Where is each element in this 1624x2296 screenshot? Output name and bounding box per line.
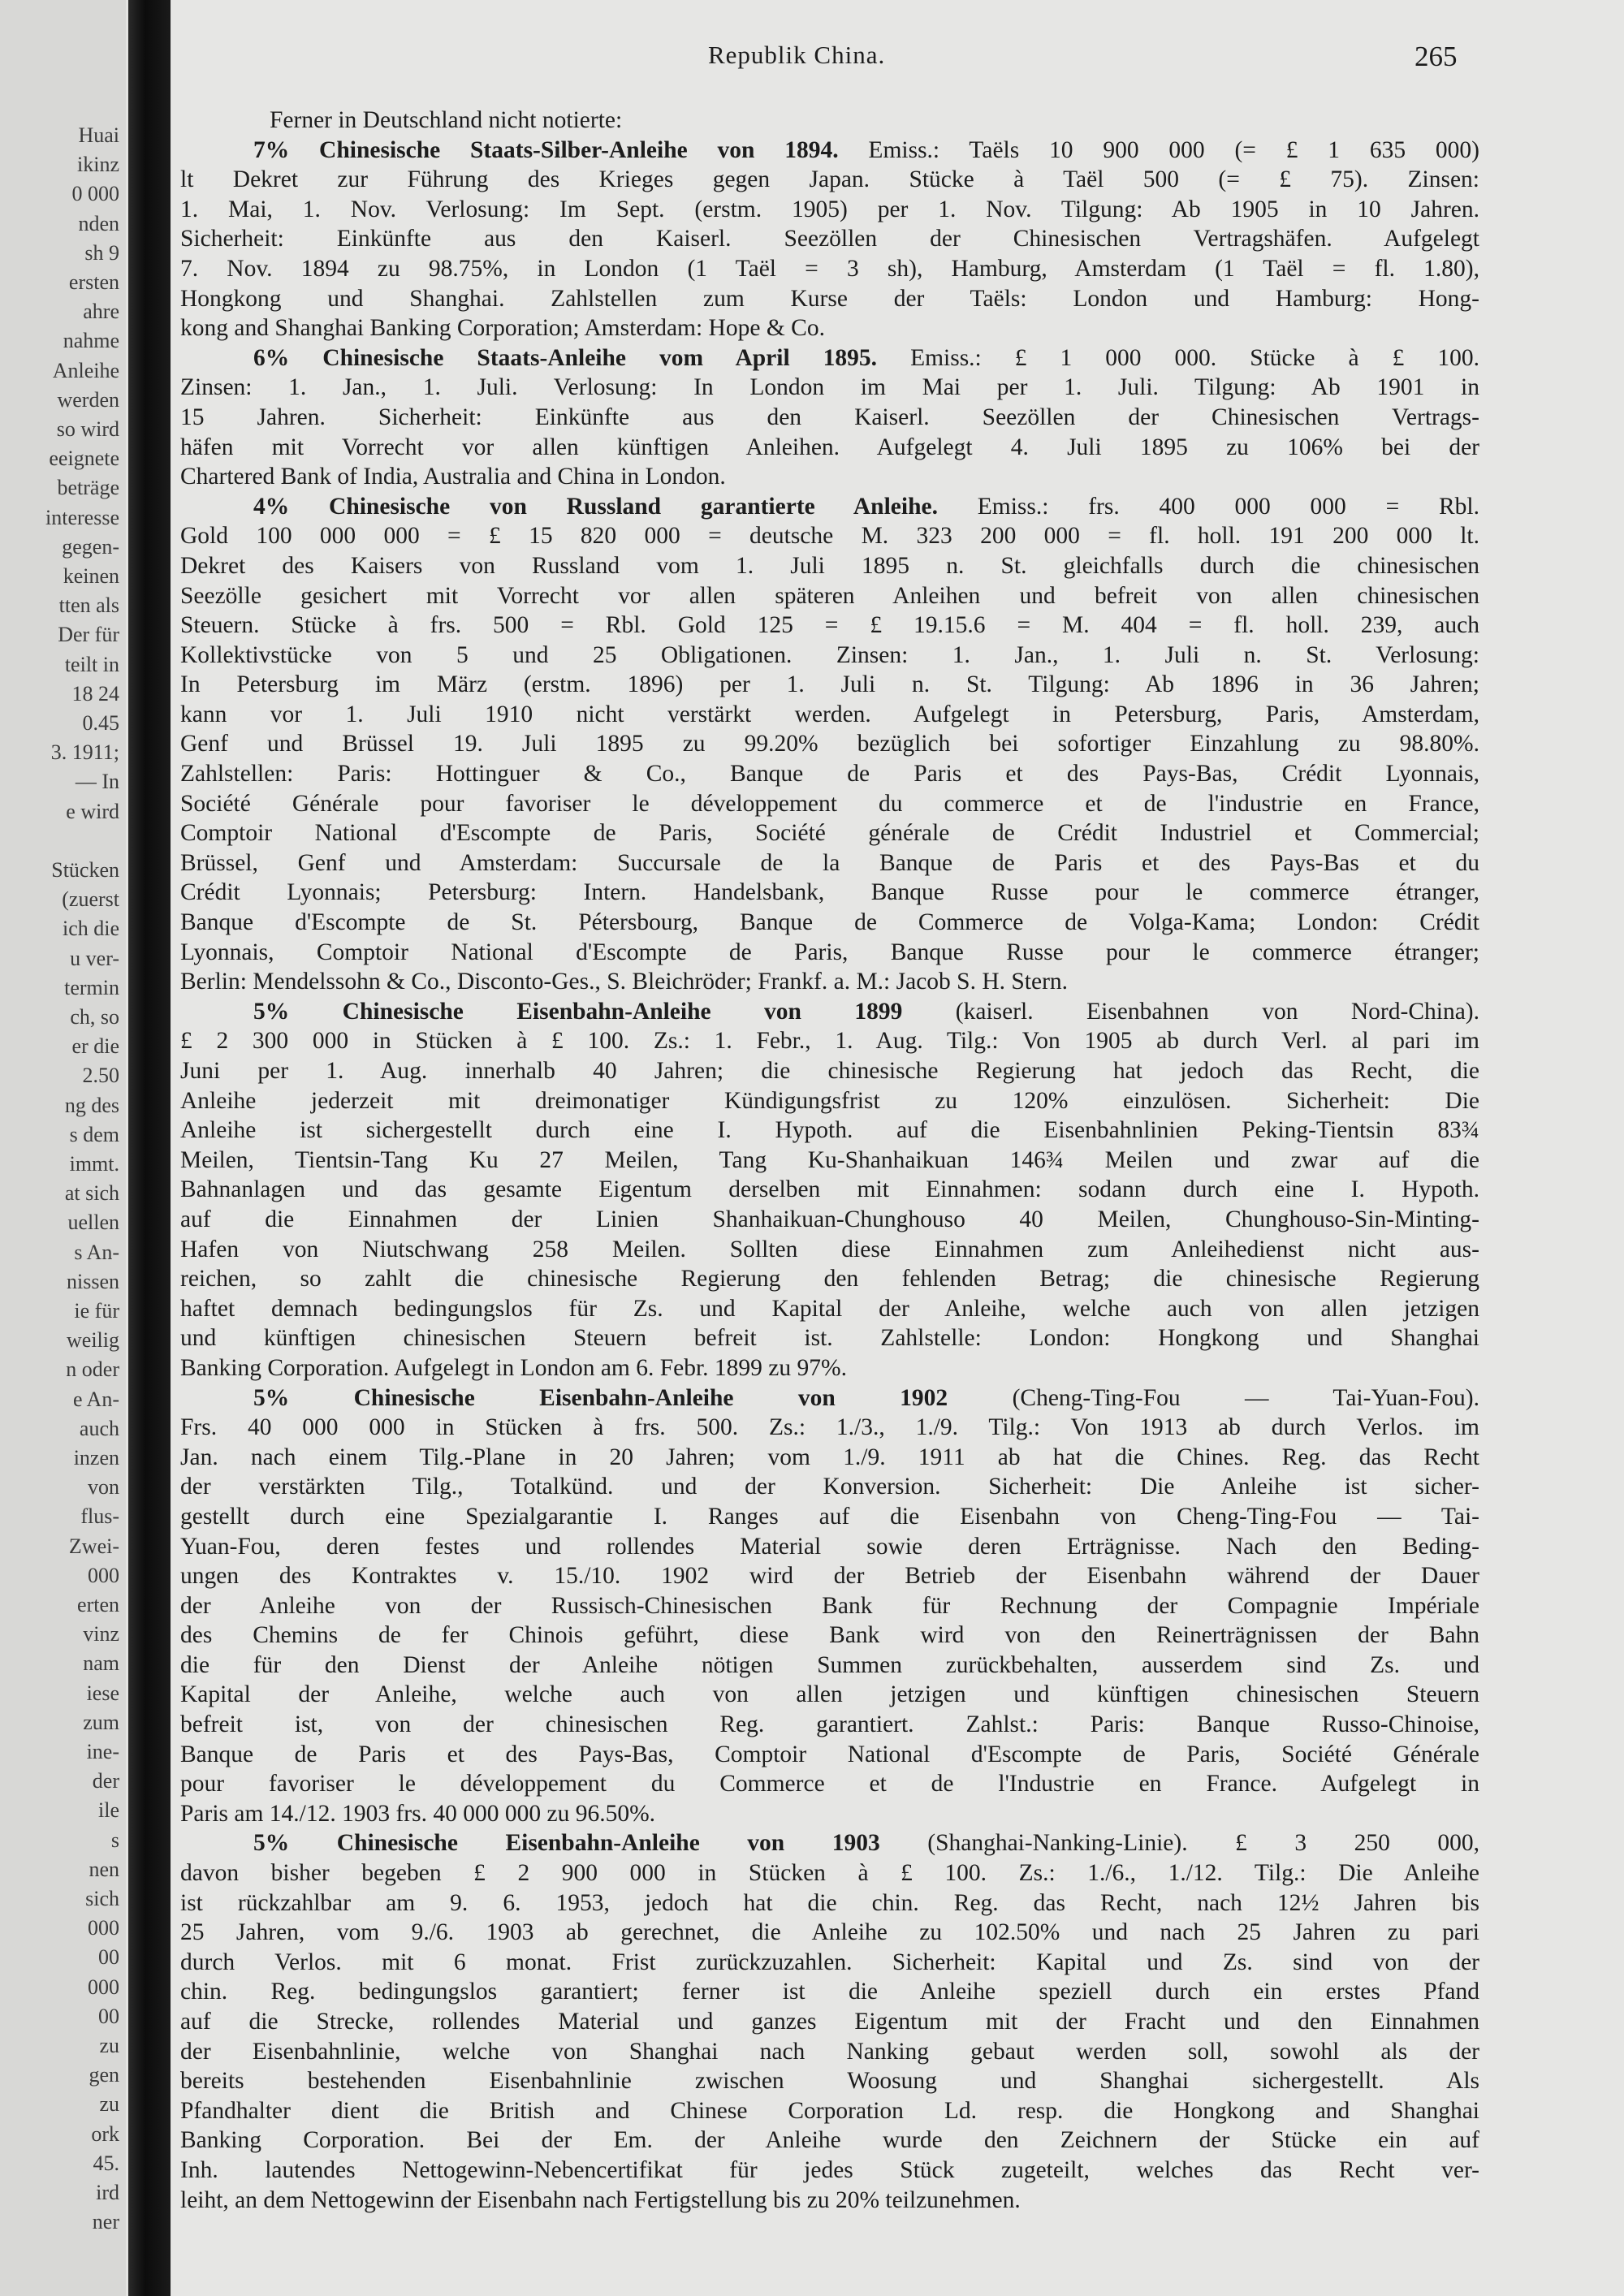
previous-page-fragment: ie für	[74, 1299, 119, 1323]
previous-page-fragment: der	[92, 1769, 119, 1793]
page-body	[180, 106, 1479, 2215]
entry-text-line: Kapital der Anleihe, welche auch von allen jetzigen und künftigen chinesischen Steuern	[180, 1681, 1479, 1708]
previous-page-fragment: Huai	[78, 123, 119, 147]
entry-text-line: Bahnanlagen und das gesamte Eigentum derselben mit Einnahmen: sodann durch eine I. Hypoth.	[180, 1176, 1479, 1203]
entry-text: Emiss.: £ 1 000 000. Stücke à £ 100.	[910, 344, 1479, 371]
running-title: Republik China.	[708, 41, 886, 69]
previous-page-fragment: tten als	[58, 593, 119, 618]
entry-first-line	[180, 1828, 1479, 1858]
entry-text-line: 15 Jahren. Sicherheit: Einkünfte aus den Kaiserl. Seezöllen der Chinesischen Vertrags-	[180, 404, 1479, 430]
previous-page-fragment: ird	[96, 2181, 119, 2204]
previous-page-fragment: nissen	[67, 1269, 119, 1293]
page	[172, 0, 1624, 2296]
previous-page-fragment: s An-	[74, 1240, 119, 1264]
entry-text-line: durch Verlos. mit 6 monat. Frist zurückzuzahlen. Sicherheit: Kapital und Zs. sind von der	[180, 1949, 1479, 1975]
entry-text-line: die für den Dienst der Anleihe nötigen Summen zurückbehalten, ausserdem sind Zs. und	[180, 1651, 1479, 1678]
entry-text-line: haftet demnach bedingungslos für Zs. und Kapital der Anleihe, welche auch von allen jetzigen	[180, 1295, 1479, 1322]
entry-text: Emiss.: frs. 400 000 000 = Rbl.	[977, 493, 1480, 520]
entry-text-line: reichen, so zahlt die chinesische Regierung den fehlenden Betrag; die chinesische Regierung	[180, 1266, 1479, 1293]
entry-text: (Cheng-Ting-Fou — Tai-Yuan-Fou).	[1012, 1384, 1480, 1411]
previous-page-fragment: nen	[89, 1857, 119, 1881]
previous-page-fragment: interesse	[45, 505, 119, 529]
previous-page-fragment: Der für	[58, 623, 119, 647]
entry-text-line: Banque de Paris et des Pays-Bas, Comptoir National d'Escompte de Paris, Société Générale	[180, 1741, 1479, 1767]
entry-text: (Shanghai-Nanking-Linie). £ 3 250 000,	[927, 1830, 1480, 1857]
previous-page-fragment: n oder	[66, 1357, 119, 1382]
entry-text-line: bereits bestehenden Eisenbahnlinie zwischen Woosung und Shanghai sichergestellt. Als	[180, 2068, 1479, 2095]
entry-text-line: 1. Mai, 1. Nov. Verlosung: Im Sept. (erstm. 1905) per 1. Nov. Tilgung: Ab 1905 in 10 Jahren.	[180, 196, 1479, 222]
previous-page-fragment: (zuerst	[62, 887, 119, 912]
bond-heading: 7% Chinesische Staats-Silber-Anleihe von 1894.	[253, 136, 839, 163]
previous-page-fragment: auch	[79, 1416, 119, 1440]
previous-page-fragment: ikinz	[77, 153, 119, 177]
entry-text-line: ist rückzahlbar am 9. 6. 1953, jedoch hat die chin. Reg. das Recht, nach 12½ Jahren bis	[180, 1889, 1479, 1916]
previous-page-fragment: ner	[92, 2210, 119, 2234]
entry-text-line: gestellt durch eine Spezialgarantie I. Ranges auf die Eisenbahn von Cheng-Ting-Fou — Tai-	[180, 1503, 1479, 1530]
bond-entries	[180, 136, 1479, 2216]
entry-text-line: Banking Corporation. Aufgelegt in London am 6. Febr. 1899 zu 97%.	[180, 1354, 847, 1381]
previous-page-fragment: 000	[88, 1974, 119, 1999]
previous-page-fragment: 00	[98, 2004, 119, 2028]
entry-text-line: Anleihe jederzeit mit dreimonatiger Kündigungsfrist zu 120% einzulösen. Sicherheit: Die	[180, 1087, 1479, 1114]
bond-entry	[180, 1383, 1479, 1829]
entry-text-line: befreit ist, von der chinesischen Reg. garantiert. Zahlst.: Paris: Banque Russo-Chinoise,	[180, 1711, 1479, 1738]
previous-page-fragment: uellen	[67, 1211, 119, 1235]
previous-page-fragment: u ver-	[70, 946, 119, 970]
previous-page-fragment: — In	[75, 770, 119, 794]
entry-first-line	[180, 136, 1479, 166]
previous-page-fragment: e An-	[72, 1387, 119, 1411]
previous-page-fragment: s	[110, 1828, 119, 1852]
previous-page-fragment: immt.	[69, 1152, 119, 1176]
entry-text-line: Dekret des Kaisers von Russland vom 1. Juli 1895 n. St. gleichfalls durch die chinesischen	[180, 552, 1479, 579]
previous-page-fragment: ng des	[64, 1093, 119, 1117]
entry-text-line: Hongkong und Shanghai. Zahlstellen zum Kurse der Taëls: London und Hamburg: Hong-	[180, 285, 1479, 312]
entry-text-line: chin. Reg. bedingungslos garantiert; ferner ist die Anleihe speziell durch ein erstes Pfand	[180, 1979, 1479, 2005]
previous-page-fragment: eeignete	[49, 447, 119, 471]
entry-text-line: und künftigen chinesischen Steuern befreit ist. Zahlstelle: London: Hongkong und Shanghai	[180, 1325, 1479, 1352]
entry-text-line: ungen des Kontraktes v. 15./10. 1902 wird der Betrieb der Eisenbahn während der Dauer	[180, 1563, 1479, 1590]
entry-text-line: Genf und Brüssel 19. Juli 1895 zu 99.20% bezüglich bei sofortiger Einzahlung zu 98.80%.	[180, 731, 1479, 757]
previous-page-fragment: keinen	[63, 564, 119, 588]
previous-page-fragment: erten	[77, 1593, 119, 1616]
previous-page-fragment: von	[88, 1475, 119, 1500]
bond-heading: 5% Chinesische Eisenbahn-Anleihe von 1899	[253, 998, 903, 1025]
previous-page-fragment: at sich	[64, 1181, 119, 1206]
entry-text-line: Zahlstellen: Paris: Hottinguer & Co., Banque de Paris et des Pays-Bas, Crédit Lyonnais,	[180, 761, 1479, 788]
previous-page-fragment: so wird	[56, 417, 119, 441]
entry-text-line: Paris am 14./12. 1903 frs. 40 000 000 zu 96.50%.	[180, 1800, 656, 1827]
entry-text-line: Zinsen: 1. Jan., 1. Juli. Verlosung: In London im Mai per 1. Juli. Tilgung: Ab 1901 in	[180, 374, 1479, 401]
entry-text-line: Juni per 1. Aug. innerhalb 40 Jahren; die chinesische Regierung hat jedoch das Recht, die	[180, 1058, 1479, 1084]
previous-page-fragment: iese	[86, 1681, 119, 1705]
previous-page-fragment: werden	[57, 387, 119, 412]
previous-page-fragment: ersten	[68, 270, 119, 294]
entry-text-line: häfen mit Vorrecht vor allen künftigen Anleihen. Aufgelegt 4. Juli 1895 zu 106% bei der	[180, 434, 1479, 460]
previous-page-fragment: er die	[71, 1034, 119, 1059]
entry-text-line: der verstärkten Tilg., Totalkünd. und der Konversion. Sicherheit: Die Anleihe ist sicher-	[180, 1474, 1479, 1500]
previous-page-fragment: 2.50	[82, 1064, 119, 1088]
previous-page-fragment: zum	[83, 1710, 119, 1734]
entry-text-line: Hafen von Niutschwang 258 Meilen. Sollten diese Einnahmen zum Anleihedienst nicht aus-	[180, 1236, 1479, 1262]
previous-page-fragment: flus-	[80, 1504, 119, 1529]
previous-page-fragment: 3. 1911;	[50, 740, 119, 765]
entry-text: (kaiserl. Eisenbahnen von Nord-China).	[955, 998, 1479, 1025]
bond-entry	[180, 1828, 1479, 2215]
previous-page-fragment: 000	[88, 1916, 119, 1940]
entry-text-line: leiht, an dem Nettogewinn der Eisenbahn nach Fertigstellung bis zu 20% teilzunehmen.	[180, 2186, 1021, 2213]
previous-page-fragment: ile	[98, 1798, 119, 1823]
entry-first-line	[180, 997, 1479, 1027]
entry-text-line: auf die Strecke, rollendes Material und ganzes Eigentum mit der Fracht und den Einnahmen	[180, 2009, 1479, 2035]
entry-text-line: Yuan-Fou, deren festes und rollendes Material sowie deren Erträgnisse. Nach den Beding-	[180, 1533, 1479, 1560]
entry-text-line: 25 Jahren, vom 9./6. 1903 ab gerechnet, die Anleihe zu 102.50% und nach 25 Jahren zu pari	[180, 1919, 1479, 1946]
intro-line: Ferner in Deutschland nicht notierte:	[270, 107, 623, 133]
entry-text-line: £ 2 300 000 in Stücken à £ 100. Zs.: 1. Febr., 1. Aug. Tilg.: Von 1905 ab durch Verl. al pari im	[180, 1028, 1479, 1055]
previous-page-fragment: ork	[91, 2121, 119, 2146]
previous-page-fragment: sh 9	[84, 240, 119, 265]
entry-text-line: 7. Nov. 1894 zu 98.75%, in London (1 Taël = 3 sh), Hamburg, Amsterdam (1 Taël = fl. 1.80),	[180, 255, 1479, 282]
previous-page-fragment: inzen	[73, 1446, 119, 1470]
bond-entry	[180, 136, 1479, 343]
previous-page-fragment: ch, so	[70, 1005, 119, 1029]
entry-first-line	[180, 1383, 1479, 1413]
entry-text-line: Lyonnais, Comptoir National d'Escompte de Paris, Banque Russe pour le commerce étranger;	[180, 939, 1479, 965]
entry-text-line: davon bisher begeben £ 2 900 000 in Stücken à £ 100. Zs.: 1./6., 1./12. Tilg.: Die Anleihe	[180, 1860, 1479, 1887]
entry-text-line: Berlin: Mendelssohn & Co., Disconto-Ges., S. Bleichröder; Frankf. a. M.: Jacob S. H. Stern.	[180, 969, 1069, 995]
bond-heading: 5% Chinesische Eisenbahn-Anleihe von 1902	[253, 1384, 948, 1411]
bond-heading: 4% Chinesische von Russland garantierte Anleihe.	[253, 493, 938, 520]
bond-heading: 6% Chinesische Staats-Anleihe vom April 1895.	[253, 344, 878, 371]
entry-text-line: Seezölle gesichert mit Vorrecht vor allen späteren Anleihen und befreit von allen chinesischen	[180, 582, 1479, 609]
previous-page-fragment: sich	[85, 1887, 119, 1910]
entry-text-line: lt Dekret zur Führung des Krieges gegen Japan. Stücke à Taël 500 (= £ 75). Zinsen:	[180, 166, 1479, 193]
previous-page-fragment: nam	[83, 1651, 119, 1676]
entry-text-line: Gold 100 000 000 = £ 15 820 000 = deutsche M. 323 200 000 = fl. holl. 191 200 000 lt.	[180, 523, 1479, 550]
entry-text-line: Kollektivstücke von 5 und 25 Obligationen. Zinsen: 1. Jan., 1. Juli n. St. Verlosung:	[180, 641, 1479, 668]
previous-page-fragment: nahme	[63, 329, 119, 353]
entry-text-line: Brüssel, Genf und Amsterdam: Succursale de la Banque de Paris et des Pays-Bas et du	[180, 849, 1479, 876]
entry-text-line: pour favoriser le développement du Commerce et de l'Industrie en France. Aufgelegt in	[180, 1771, 1479, 1798]
previous-page-fragment: ine-	[86, 1740, 119, 1763]
previous-page-fragment: beträge	[57, 476, 119, 500]
entry-text-line: In Petersburg im März (erstm. 1896) per 1. Juli n. St. Tilgung: Ab 1896 in 36 Jahren;	[180, 671, 1479, 698]
previous-page-fragment: ahre	[83, 300, 119, 324]
previous-page-edge	[0, 0, 126, 2296]
previous-page-fragment: 00	[98, 1945, 119, 1970]
entry-text-line: kann vor 1. Juli 1910 nicht verstärkt werden. Aufgelegt in Petersburg, Paris, Amsterdam,	[180, 701, 1479, 727]
previous-page-fragment: zu	[99, 2092, 119, 2117]
previous-page-fragment: Stücken	[51, 858, 119, 882]
entry-text-line: des Chemins de fer Chinois geführt, diese Bank wird von den Reinerträgnissen der Bahn	[180, 1622, 1479, 1649]
previous-page-fragment: e wird	[66, 799, 119, 823]
bond-heading: 5% Chinesische Eisenbahn-Anleihe von 1903	[253, 1830, 880, 1857]
previous-page-fragment: teilt in	[64, 652, 119, 676]
entry-text-line: Banking Corporation. Bei der Em. der Anleihe wurde den Zeichnern der Stücke ein auf	[180, 2127, 1479, 2154]
entry-text-line: Chartered Bank of India, Australia and China in London.	[180, 464, 726, 490]
page-number: 265	[1415, 41, 1458, 72]
book-gutter	[128, 0, 171, 2296]
entry-text-line: Banque d'Escompte de St. Pétersbourg, Banque de Commerce de Volga-Kama; London: Crédit	[180, 909, 1479, 936]
entry-text-line: Meilen, Tientsin-Tang Ku 27 Meilen, Tang Ku-Shanhaikuan 146¾ Meilen und zwar auf die	[180, 1146, 1479, 1173]
previous-page-fragment: gegen-	[62, 534, 119, 559]
entry-text-line: Jan. nach einem Tilg.-Plane in 20 Jahren; vom 1./9. 1911 ab hat die Chines. Reg. das Recht	[180, 1444, 1479, 1470]
previous-page-fragment: 0 000	[71, 182, 119, 206]
bond-entry	[180, 492, 1479, 997]
entry-text-line: Société Générale pour favoriser le développement du commerce et de l'industrie en France,	[180, 790, 1479, 817]
previous-page-fragment: zu	[99, 2034, 119, 2057]
entry-text: Emiss.: Taëls 10 900 000 (= £ 1 635 000)	[868, 136, 1479, 163]
entry-text-line: Comptoir National d'Escompte de Paris, Société générale de Crédit Industriel et Commercial;	[180, 820, 1479, 847]
entry-text-line: Sicherheit: Einkünfte aus den Kaiserl. Seezöllen der Chinesischen Vertragshäfen. Aufgelegt	[180, 226, 1479, 252]
previous-page-fragment: termin	[64, 975, 119, 999]
previous-page-fragment: weilig	[67, 1328, 119, 1353]
bond-entry	[180, 343, 1479, 492]
entry-text-line: Anleihe ist sichergestellt durch eine I. Hypoth. auf die Eisenbahnlinien Peking-Tientsin 83¾	[180, 1117, 1479, 1144]
entry-text-line: Steuern. Stücke à frs. 500 = Rbl. Gold 125 = £ 19.15.6 = M. 404 = fl. holl. 239, auch	[180, 612, 1479, 639]
previous-page-fragment: 18 24	[71, 681, 119, 706]
bond-entry	[180, 997, 1479, 1383]
page-header	[172, 41, 1488, 81]
entry-text-line: auf die Einnahmen der Linien Shanhaikuan-Chunghouso 40 Meilen, Chunghouso-Sin-Minting-	[180, 1206, 1479, 1232]
previous-page-fragment: 0.45	[82, 711, 119, 735]
entry-text-line: Pfandhalter dient die British and Chinese Corporation Ld. resp. die Hongkong and Shanghai	[180, 2097, 1479, 2124]
previous-page-fragment: s dem	[69, 1122, 119, 1146]
entry-text-line: der Eisenbahnlinie, welche von Shanghai nach Nanking gebaut werden soll, sowohl als der	[180, 2038, 1479, 2065]
entry-text-line: der Anleihe von der Russisch-Chinesischen Bank für Rechnung der Compagnie Impériale	[180, 1592, 1479, 1619]
entry-text-line: Frs. 40 000 000 in Stücken à frs. 500. Zs.: 1./3., 1./9. Tilg.: Von 1913 ab durch Verlos. im	[180, 1414, 1479, 1441]
previous-page-fragment: 000	[88, 1563, 119, 1587]
previous-page-fragment: Anleihe	[52, 358, 119, 382]
entry-text-line: Crédit Lyonnais; Petersburg: Intern. Handelsbank, Banque Russe pour le commerce étranger,	[180, 879, 1479, 906]
previous-page-fragment: ich die	[62, 917, 119, 941]
entry-text-line: Inh. lautendes Nettogewinn-Nebencertifikat für jedes Stück zugeteilt, welches das Recht ver-	[180, 2156, 1479, 2183]
previous-page-fragment: nden	[78, 211, 119, 235]
entry-first-line	[180, 492, 1479, 522]
entry-text-line: kong and Shanghai Banking Corporation; Amsterdam: Hope & Co.	[180, 315, 825, 342]
previous-page-fragment: Zwei-	[68, 1534, 119, 1558]
entry-first-line	[180, 343, 1479, 373]
previous-page-fragment: 45.	[93, 2151, 119, 2175]
previous-page-fragment: vinz	[83, 1622, 119, 1646]
previous-page-fragment: gen	[89, 2063, 119, 2087]
